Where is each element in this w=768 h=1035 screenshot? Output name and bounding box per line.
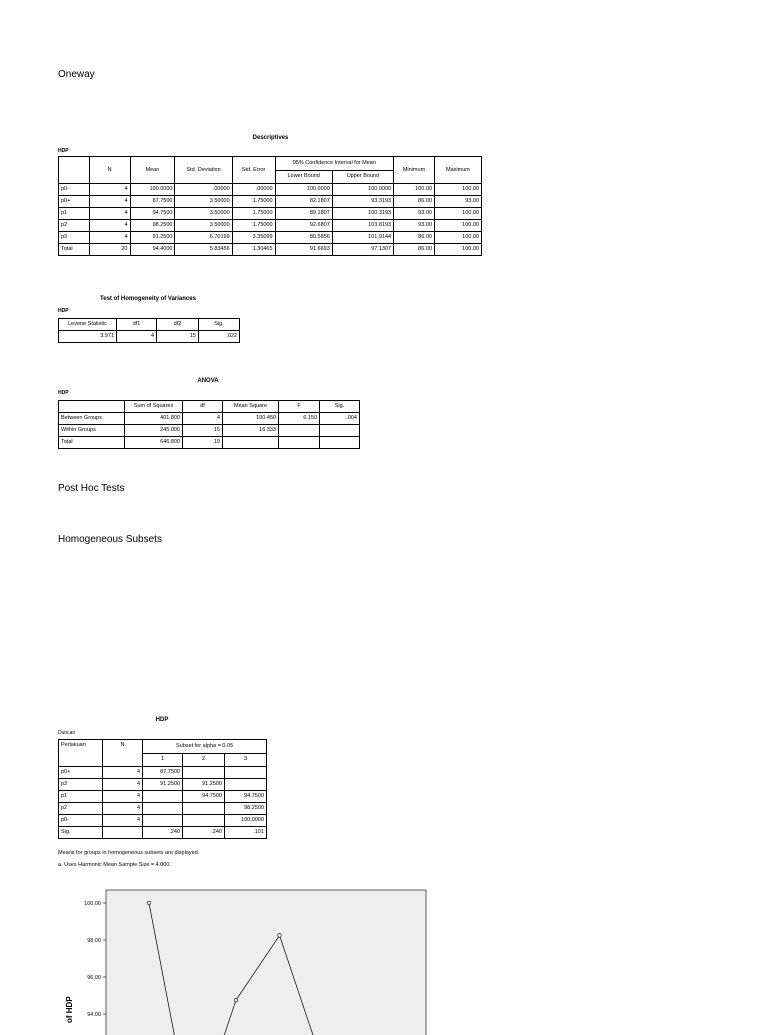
table-row [59,791,267,803]
table-cell: 94.7500 [183,791,225,803]
row-label: p3 [59,779,103,791]
table-cell [103,827,143,839]
table-cell: 91.2500 [183,779,225,791]
table-cell [225,767,267,779]
table-cell: 4 [103,791,143,803]
table-cell: 4 [89,196,130,208]
table-cell: 91.2500 [143,779,183,791]
col-sd: Std. Deviation [175,157,232,184]
table-row [59,244,482,256]
table-cell: 86.00 [394,232,435,244]
row-label: Within Groups [59,425,125,437]
table-cell: 20 [89,244,130,256]
descriptives-variable: HDP [58,148,69,154]
table-cell: 1.30465 [232,244,275,256]
table-cell: 100.0000 [332,184,393,196]
table-cell: 4 [103,815,143,827]
row-label: p1 [59,791,103,803]
table-cell: 93.00 [434,196,481,208]
table-cell: 4 [103,779,143,791]
row-label: p0- [59,815,103,827]
levene-variable: HDP [58,308,69,314]
duncan-col-n: N [103,740,143,767]
duncan-col-group: Perlakuan [59,740,103,767]
table-cell [143,803,183,815]
table-cell: 100.0000 [275,184,332,196]
levene-col-df1: df1 [117,319,157,331]
table-cell: 4 [89,232,130,244]
anova-title: ANOVA [197,378,219,384]
table-cell: 4 [103,767,143,779]
table-cell: 93.00 [394,220,435,232]
posthoc-heading: Post Hoc Tests [58,483,125,494]
table-cell: 87.7500 [143,767,183,779]
duncan-title: HDP [155,717,169,723]
anova-col-ms: Mean Square [223,401,279,413]
table-cell: 86.00 [394,196,435,208]
table-cell: 4 [89,208,130,220]
table-cell: 94.7500 [130,208,175,220]
table-cell [225,779,267,791]
row-label: Total [59,244,90,256]
table-row [59,815,267,827]
table-cell: 103.8193 [332,220,393,232]
row-label: p3 [59,232,90,244]
table-cell: .00000 [175,184,232,196]
table-cell: 1.75000 [232,208,275,220]
row-label: Total [59,437,125,449]
mean-point [278,934,282,938]
table-cell: 87.7500 [130,196,175,208]
anova-variable: HDP [58,390,69,396]
table-cell [320,425,360,437]
table-cell: 100.00 [434,232,481,244]
duncan-col-subset-1: 1 [143,753,183,767]
anova-col-f: F [279,401,320,413]
table-cell: 91.2500 [130,232,175,244]
table-cell: 100.00 [434,184,481,196]
table-cell [320,437,360,449]
plot-area [106,890,426,1035]
table-row [59,827,267,839]
table-cell: 3.35099 [232,232,275,244]
col-min: Minimum [394,157,435,184]
table-cell [279,437,320,449]
table-row [59,196,482,208]
table-cell: 94.4000 [130,244,175,256]
table-cell: 4 [89,220,130,232]
table-cell: 6.150 [279,413,320,425]
table-cell: 4 [103,803,143,815]
levene-col-df2: df2 [157,319,199,331]
table-row [59,208,482,220]
table-cell: 82.1807 [275,196,332,208]
anova-table [58,400,360,449]
table-row [59,220,482,232]
levene-col-statistic: Levene Statistic [59,319,117,331]
table-cell: 100.00 [434,220,481,232]
table-row [59,779,267,791]
y-tick-label: 100.00 [84,901,101,907]
table-cell: 101.9144 [332,232,393,244]
homogeneous-subsets-heading: Homogeneous Subsets [58,534,162,545]
table-cell: 97.1307 [332,244,393,256]
table-cell: 3.50000 [175,220,232,232]
table-cell: .101 [225,827,267,839]
table-cell: 19 [183,437,223,449]
descriptives-corner [59,157,90,184]
table-cell: 15 [183,425,223,437]
col-ci: 95% Confidence Interval for Mean [275,157,394,171]
table-cell [279,425,320,437]
table-cell: 93.00 [394,208,435,220]
anova-col-ss: Sum of Squares [125,401,183,413]
levene-df1: 4 [117,331,157,343]
table-row [59,437,360,449]
means-plot [58,885,438,1035]
levene-title: Test of Homogeneity of Variances [100,296,196,302]
table-cell: 100.0000 [130,184,175,196]
table-row [59,425,360,437]
table-cell: 1.75000 [232,220,275,232]
table-cell: 100.0000 [225,815,267,827]
table-cell: 91.6693 [275,244,332,256]
table-cell: 1.75000 [232,196,275,208]
table-cell: 4 [89,184,130,196]
table-cell: .240 [143,827,183,839]
table-cell: 100.450 [223,413,279,425]
row-label: Between Groups [59,413,125,425]
table-cell: 4 [183,413,223,425]
mean-point [234,998,238,1002]
table-row [59,184,482,196]
table-row [59,413,360,425]
anova-col-df: df [183,401,223,413]
table-cell: 98.2500 [225,803,267,815]
table-cell: 86.00 [394,244,435,256]
duncan-col-subset-2: 2 [183,753,225,767]
duncan-table [58,739,267,839]
table-cell: .00000 [232,184,275,196]
levene-sig: .022 [199,331,240,343]
levene-df2: 15 [157,331,199,343]
table-cell: 5.83456 [175,244,232,256]
table-cell: 100.00 [434,244,481,256]
row-label: p2 [59,803,103,815]
col-lower: Lower Bound [275,170,332,184]
oneway-heading: Oneway [58,69,95,80]
y-tick-label: 96.00 [87,975,101,981]
duncan-method: Duncan [58,730,76,736]
table-row [59,232,482,244]
duncan-col-subset: Subset for alpha = 0.05 [143,740,267,754]
anova-col-sig: Sig. [320,401,360,413]
mean-point [147,901,151,905]
y-tick-label: 94.00 [87,1012,101,1018]
table-cell: 245.000 [125,425,183,437]
table-cell: .004 [320,413,360,425]
y-tick-label: 98.00 [87,938,101,944]
table-cell: 100.00 [434,208,481,220]
row-label: p0+ [59,196,90,208]
y-axis-label: of HDP [65,996,74,1023]
duncan-col-subset-3: 3 [225,753,267,767]
table-cell [183,767,225,779]
col-se: Std. Error [232,157,275,184]
table-cell: 98.2500 [130,220,175,232]
table-cell: 401.800 [125,413,183,425]
col-max: Maximum [434,157,481,184]
row-label: p0+ [59,767,103,779]
table-cell: 3.50000 [175,208,232,220]
table-cell [183,815,225,827]
duncan-note-2: a. Uses Harmonic Mean Sample Size = 4.000. [58,862,171,868]
table-cell: 3.50000 [175,196,232,208]
table-cell: 646.800 [125,437,183,449]
table-row [59,803,267,815]
row-label: p2 [59,220,90,232]
table-cell: 80.5856 [275,232,332,244]
levene-table [58,318,240,343]
col-mean: Mean [130,157,175,184]
table-cell: 94.7500 [225,791,267,803]
table-cell: .240 [183,827,225,839]
col-upper: Upper Bound [332,170,393,184]
anova-corner [59,401,125,413]
table-cell: 93.3193 [332,196,393,208]
table-cell: 100.00 [394,184,435,196]
descriptives-title: Descriptives [252,135,289,141]
row-label: p1 [59,208,90,220]
col-n: N [89,157,130,184]
levene-statistic: 3.971 [59,331,117,343]
table-cell [223,437,279,449]
table-cell: 6.70199 [175,232,232,244]
descriptives-table [58,156,482,256]
table-cell: 100.3193 [332,208,393,220]
table-cell [143,791,183,803]
table-cell [183,803,225,815]
table-row [59,767,267,779]
levene-col-sig: Sig. [199,319,240,331]
table-cell [143,815,183,827]
table-cell: 16.333 [223,425,279,437]
row-label: Sig. [59,827,103,839]
duncan-note-1: Means for groups in homogeneous subsets are displayed. [58,850,200,856]
row-label: p0- [59,184,90,196]
table-cell: 89.1807 [275,208,332,220]
table-cell: 92.6807 [275,220,332,232]
